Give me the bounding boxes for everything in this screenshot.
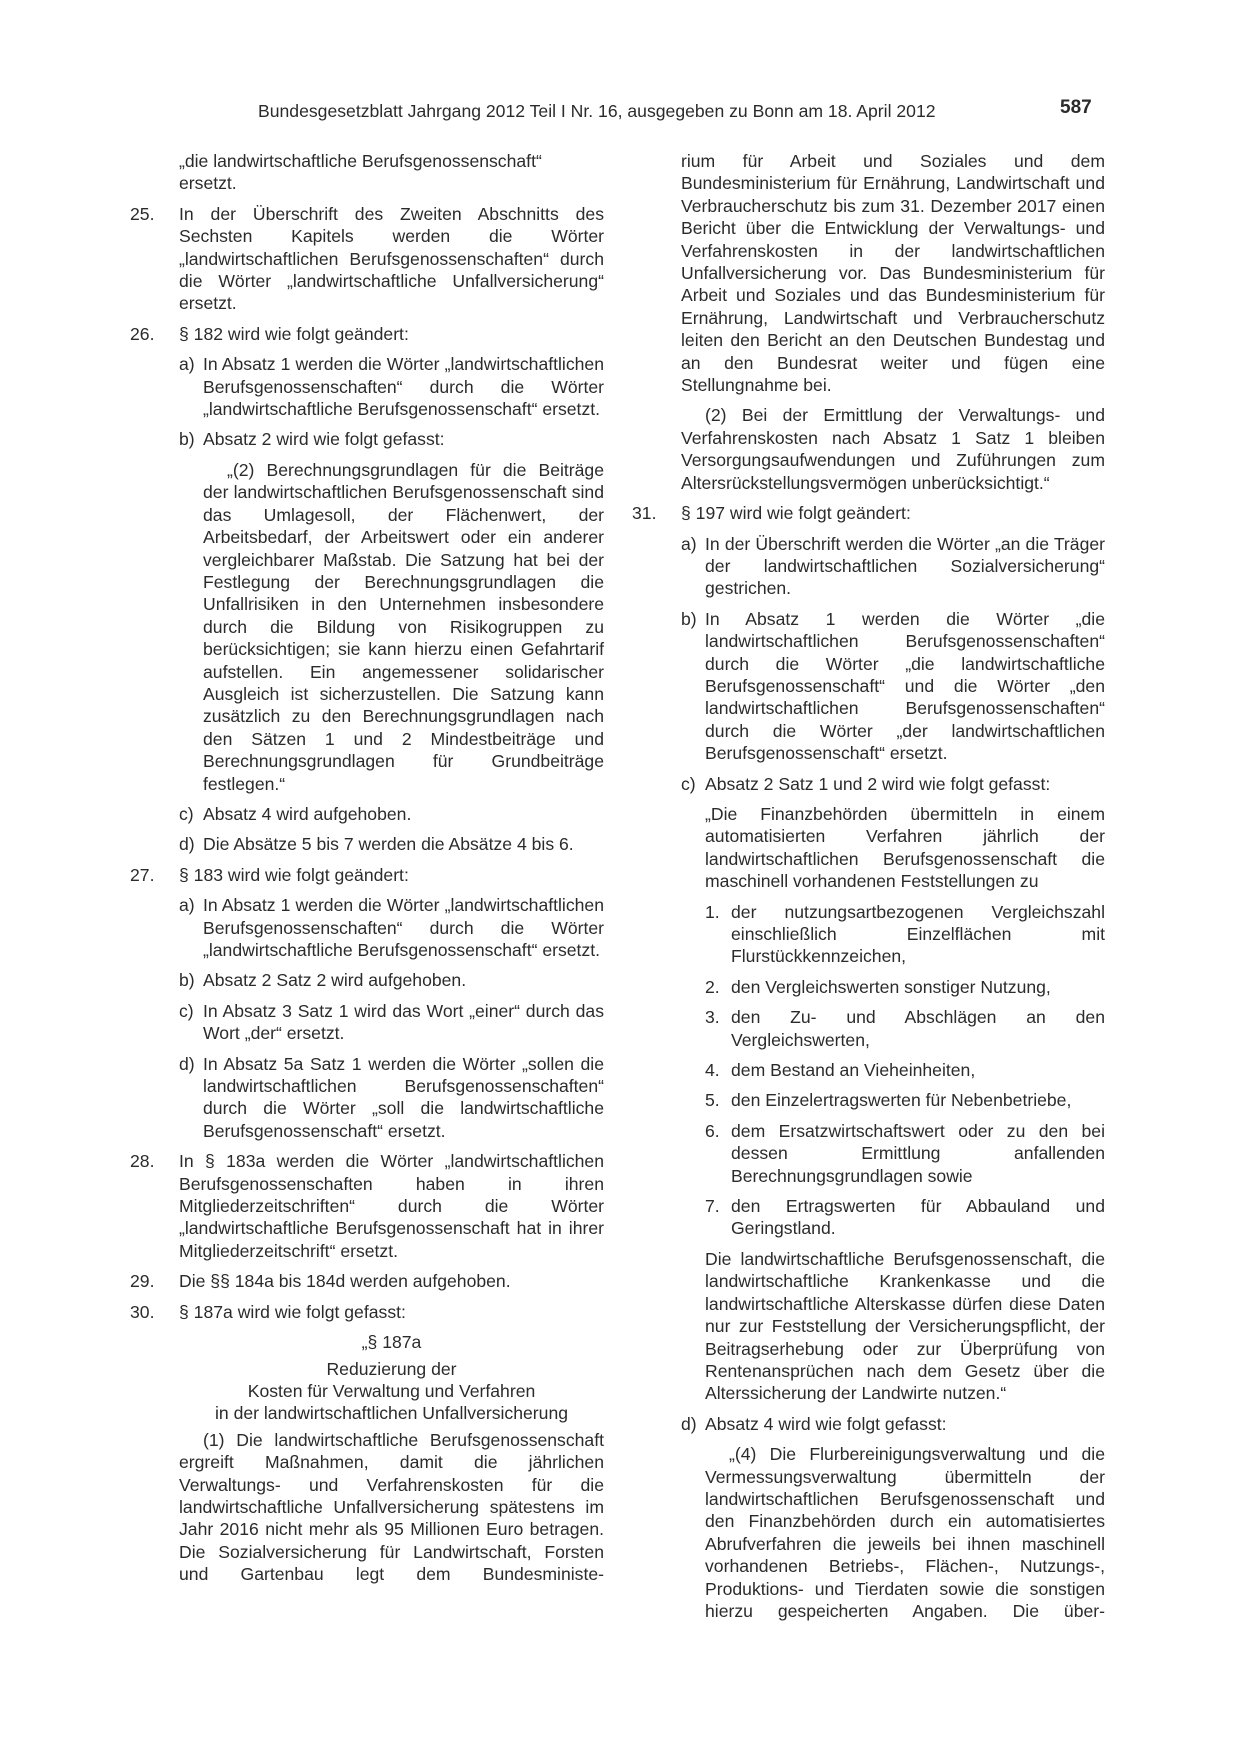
subitem-a — [681, 533, 1105, 600]
subitem-label: c) — [179, 1000, 194, 1021]
subitem-text: In Absatz 1 werden die Wörter „landwirtschaftlichen Berufsgenossenschaften“ durch die Wörter „landwirtschaftliche Berufsgenossenschaft“ ersetzt. — [203, 354, 604, 420]
subitem-b — [681, 608, 1105, 765]
section-paragraph-2: (2) Bei der Ermittlung der Verwaltungs- und Verfahrenskosten nach Absatz 1 Satz 1 bleiben Versorgungsaufwendungen und Zuführungen zum Altersrückstellungsvermögen unberücksichtigt.“ — [681, 405, 1105, 493]
list-item — [705, 1059, 1105, 1081]
subitem-c — [179, 803, 604, 825]
list-item-text: dem Ersatzwirtschaftswert oder zu den bei dessen Ermittlung anfallenden Berechnungsgrundlagen sowie — [731, 1120, 1105, 1186]
subitem-d — [681, 1413, 1105, 1435]
subitem-b — [179, 969, 604, 991]
subitem-label: b) — [179, 970, 195, 991]
subitem-text: Die Absätze 5 bis 7 werden die Absätze 4 bis 6. — [203, 834, 574, 855]
numbered-list — [705, 901, 1105, 1240]
subitem-c — [179, 1000, 604, 1045]
section-paragraph-1: (1) Die landwirtschaftliche Berufsgenossenschaft ergreift Maßnahmen, damit die jährlichen Verwaltungs- und Verfahrenskosten für die landwirtschaftliche Unfallversicherung spätestens im Jahr 2016 nicht mehr als 95 Millionen Euro betragen. Die Sozialversicherung für Landwirtschaft, Forsten und Gartenbau legt dem Bundesministe- — [179, 1429, 604, 1585]
subitem-text: In Absatz 5a Satz 1 werden die Wörter „sollen die landwirtschaftlichen Berufsgenossenschaften“ durch die Wörter „soll die landwirtschaftliche Berufsgenossenschaft“ ersetzt. — [203, 1053, 604, 1141]
subitem-label: b) — [681, 608, 697, 629]
item-26 — [130, 323, 604, 856]
quoted-paragraph: „Die Finanzbehörden übermitteln in einem automatisierten Verfahren jährlich der landwirtschaftlichen Berufsgenossenschaft die maschinell vorhandenen Feststellungen zu — [705, 803, 1105, 892]
list-item-number: 4. — [705, 1060, 720, 1081]
item-25 — [130, 203, 604, 315]
item-text: In § 183a werden die Wörter „landwirtschaftlichen Berufsgenossenschaften haben in ihren Mitgliederzeitschriften“ durch die Wörter „landwirtschaftliche Berufsgenossenschaft hat in ihrer Mitgliederzeitschrift“ ersetzt. — [179, 1151, 604, 1261]
item-number: 30. — [130, 1301, 155, 1322]
list-item-number: 5. — [705, 1090, 720, 1111]
list-item-number: 1. — [705, 901, 720, 922]
subitem-text: In Absatz 1 werden die Wörter „die landwirtschaftlichen Berufsgenossenschaften“ durch die Wörter „die landwirtschaftliche Berufsgenossenschaft“ und die Wörter „den landwirtschaftlichen Berufsgenossenschaften“ durch die Wörter „der landwirtschaftlichen Berufsgenossenschaft“ ersetzt. — [705, 608, 1105, 764]
item-29 — [130, 1270, 604, 1292]
list-item — [705, 901, 1105, 968]
item-number: 31. — [632, 503, 657, 524]
item-31 — [632, 502, 1105, 1622]
list-item-number: 2. — [705, 976, 720, 997]
list-item — [705, 1120, 1105, 1187]
subitem-text: Absatz 2 wird wie folgt gefasst: — [203, 429, 445, 450]
list-item-number: 6. — [705, 1120, 720, 1141]
item-text: In der Überschrift des Zweiten Abschnitts des Sechsten Kapitels werden die Wörter „landwirtschaftlichen Berufsgenossenschaften“ durch die Wörter „landwirtschaftliche Unfallversicherung“ ersetzt. — [179, 203, 604, 314]
subitem-c — [681, 773, 1105, 795]
item-number: 29. — [130, 1271, 155, 1292]
section-heading-line-2: Kosten für Verwaltung und Verfahren — [247, 1380, 536, 1401]
subitem-label: a) — [179, 354, 195, 375]
subitem-text: In Absatz 1 werden die Wörter „landwirtschaftlichen Berufsgenossenschaften“ durch die Wörter „landwirtschaftliche Berufsgenossenschaft“ ersetzt. — [203, 895, 604, 960]
list-item-text: der nutzungsartbezogenen Vergleichszahl einschließlich Einzelflächen mit Flurstückkennzeichen, — [731, 901, 1105, 967]
subitem-label: d) — [179, 834, 195, 855]
subitem-label: a) — [681, 533, 697, 554]
list-item-number: 7. — [705, 1196, 720, 1217]
item-number: 28. — [130, 1151, 155, 1172]
subitem-label: c) — [681, 773, 696, 794]
list-item — [705, 1006, 1105, 1051]
section-number: „§ 187a — [361, 1332, 422, 1353]
section-heading-line-3: in der landwirtschaftlichen Unfallversicherung — [214, 1403, 569, 1424]
subitem-a — [179, 353, 604, 420]
list-item-text: den Einzelertragswerten für Nebenbetriebe, — [731, 1090, 1072, 1111]
subitem-text: Absatz 2 Satz 2 wird aufgehoben. — [203, 970, 467, 991]
list-item-text: den Vergleichswerten sonstiger Nutzung, — [731, 976, 1051, 997]
subitem-text: Absatz 4 wird aufgehoben. — [203, 803, 412, 824]
subitem-label: d) — [179, 1053, 195, 1074]
page-header — [0, 97, 1241, 126]
quoted-paragraph: „(4) Die Flurbereinigungsverwaltung und die Vermessungsverwaltung übermitteln der landwirtschaftlichen Berufsgenossenschaft und den Finanzbehörden durch ein automatisiertes Abrufverfahren die jeweils bei ihnen maschinell vorhandenen Betriebs-, Flächen-, Nutzungs-, Produktions- und Tierdaten sowie die sonstigen hierzu gespeicherten Angaben. Die über- — [705, 1444, 1105, 1621]
list-item — [705, 1089, 1105, 1111]
quoted-paragraph-closing: Die landwirtschaftliche Berufsgenossenschaft, die landwirtschaftliche Krankenkasse und die landwirtschaftliche Alterskasse dürfen diese Daten nur zur Feststellung der Versicherungspflicht, der Beitragserhebung oder zur Überprüfung von Rentenansprüchen nach dem Gesetz über die Alterssicherung der Landwirte nutzen.“ — [705, 1248, 1105, 1404]
list-item — [705, 976, 1105, 998]
item-30 — [130, 1301, 604, 1586]
item-number: 26. — [130, 323, 155, 344]
subitem-d — [179, 1053, 604, 1143]
item-28 — [130, 1150, 604, 1262]
item-text: § 187a wird wie folgt gefasst: — [179, 1301, 406, 1322]
list-item — [705, 1195, 1105, 1240]
left-column — [130, 150, 604, 1594]
subitem-text: Absatz 2 Satz 1 und 2 wird wie folgt gefasst: — [705, 773, 1051, 794]
subitem-text: In Absatz 3 Satz 1 wird das Wort „einer“ durch das Wort „der“ ersetzt. — [203, 1000, 604, 1044]
subitem-label: d) — [681, 1413, 697, 1434]
subitem-label: b) — [179, 429, 195, 450]
subitem-a — [179, 894, 604, 961]
item-text: § 183 wird wie folgt geändert: — [179, 864, 409, 885]
subitem-b — [179, 428, 604, 450]
right-column — [632, 150, 1105, 1630]
list-item-text: den Ertragswerten für Abbauland und Geringstland. — [731, 1196, 1105, 1239]
item-text: § 182 wird wie folgt geändert: — [179, 323, 409, 344]
item-number: 27. — [130, 864, 155, 885]
subitem-d — [179, 833, 604, 855]
item-number: 25. — [130, 203, 155, 224]
item-27 — [130, 864, 604, 1142]
subitem-text: In der Überschrift werden die Wörter „an die Träger der landwirtschaftlichen Sozialversicherung“ gestrichen. — [705, 533, 1105, 599]
list-item-number: 3. — [705, 1007, 720, 1028]
subitem-text: Absatz 4 wird wie folgt gefasst: — [705, 1413, 947, 1434]
list-item-text: den Zu- und Abschlägen an den Vergleichswerten, — [731, 1007, 1105, 1050]
list-item-text: dem Bestand an Vieheinheiten, — [731, 1060, 976, 1081]
gazette-title: Bundesgesetzblatt Jahrgang 2012 Teil I Nr. 16, ausgegeben zu Bonn am 18. April 2012 — [258, 101, 936, 121]
item-text: Die §§ 184a bis 184d werden aufgehoben. — [179, 1271, 511, 1292]
subitem-label: a) — [179, 895, 195, 916]
item-text: § 197 wird wie folgt geändert: — [681, 503, 911, 524]
page-number: 587 — [1060, 97, 1092, 118]
section-paragraph-1-continued: rium für Arbeit und Soziales und dem Bundesministerium für Ernährung, Landwirtschaft und Verbraucherschutz bis zum 31. Dezember 2017 einen Bericht über die Entwicklung der Verwaltungs- und Verfahrenskosten in der landwirtschaftlichen Unfallversicherung vor. Das Bundesministerium für Arbeit und Soziales und das Bundesministerium für Ernährung, Landwirtschaft und Verbraucherschutz leiten den Bericht an den Deutschen Bundestag und an den Bundesrat weiter und fügen eine Stellungnahme bei. — [681, 151, 1105, 396]
subitem-label: c) — [179, 803, 194, 824]
quoted-paragraph: „(2) Berechnungsgrundlagen für die Beiträge der landwirtschaftlichen Berufsgenossenschaft sind das Umlagesoll, der Flächenwert, der Arbeitsbedarf, der Arbeitswert oder ein anderer vergleichbarer Maßstab. Die Satzung hat bei der Festlegung der Berechnungsgrundlagen die Unfallrisiken in den Unternehmen insbesondere durch die Bildung von Risikogruppen zu berücksichtigen; sie kann hierzu einen Gefahrtarif aufstellen. Ein angemessener solidarischer Ausgleich ist sicherzustellen. Die Satzung kann zusätzlich zu den Berechnungsgrundlagen nach den Sätzen 1 und 2 Mindestbeiträge und Berechnungsgrundlagen für Grundbeiträge festlegen.“ — [203, 459, 604, 794]
section-heading-line-1: Reduzierung der — [326, 1358, 457, 1379]
lead-text: „die landwirtschaftliche Berufsgenossenschaft“ ersetzt. — [179, 151, 542, 194]
